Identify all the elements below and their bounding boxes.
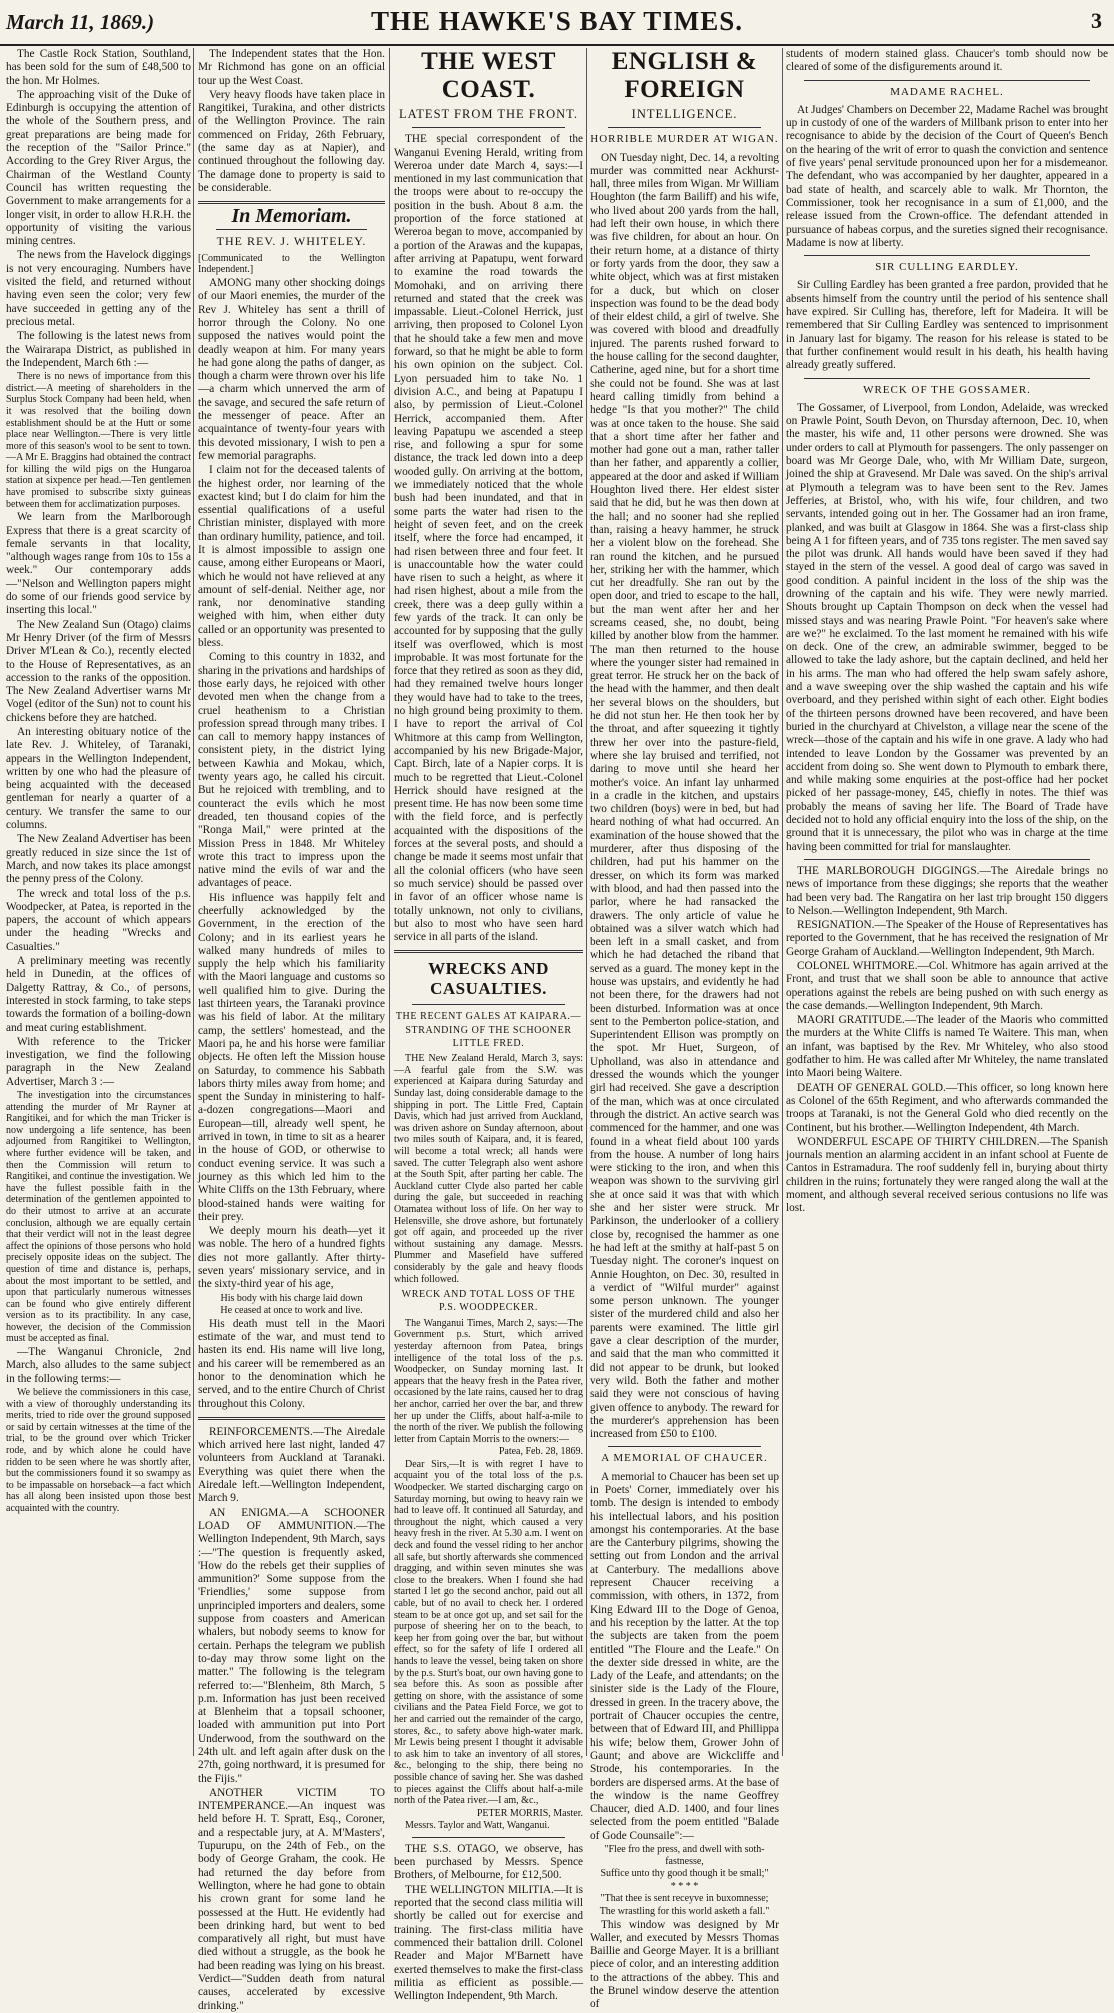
article-paragraph: The approaching visit of the Duke of Edinburgh is occupying the attention of the whole of the Southern press, and great preparations are being made for the reception of the "Sailor Prince." According to the Grey River Argus, the Chairman of the Westland County Council has written requesting the Government to make arrangements for a longer visit, in order to allow H.R.H. the opportunity of visiting the various mining centres. bbox=[6, 88, 191, 248]
section-rule bbox=[608, 1446, 761, 1447]
section-rule bbox=[608, 127, 761, 128]
article-paragraph: At Judges' Chambers on December 22, Madame Rachel was brought up in custody of one of the warders of Millbank prison to enter into her recognisance to abide by the decision of the Court of Queen's Bench on the hearing of the writ of error to quash the conviction and sentence of five years' penal servitude pronounced upon her for a misdemeanor. The defendant, who was accompanied by her daughter, appeared in a bad state of health, and scarcely able to walk. Mr Thornton, the Commissioner, took her recognisance in a sum of £1,000, and the release issued from the Crown-office. The defendant attended in pursuance of habeas corpus, and the sureties signed their recognisance. Madame is now at liberty. bbox=[786, 103, 1108, 249]
masthead bbox=[0, 0, 1114, 46]
news-item: REINFORCEMENTS.—The Airedale which arrived here last night, landed 47 volunteers from Auckland at Taranaki. Everything was quiet there when the Airedale left.—Wellington Independent, March 9. bbox=[198, 1425, 385, 1505]
article-paragraph: The Wanganui Times, March 2, says:—The Government p.s. Sturt, which arrived yesterday afternoon from Patea, brings intelligence of the total loss of the p.s. Woodpecker, on Sunday morning last. It appears that the heavy fresh in the Patea river, occasioned by the late rains, caused her to drag her anchor, carried her over the bar, and threw her up under the Cliffs, about half-a-mile to the north of the river. We publish the following letter from Captain Morris to the owners:— bbox=[394, 1317, 583, 1445]
masthead-date: March 11, 1869.) bbox=[6, 10, 155, 34]
section-rule bbox=[804, 255, 1090, 256]
letter-body: Dear Sirs,—It is with regret I have to acquaint you of the total loss of the p.s. Woodpecker. We started discharging cargo on Saturday morning, but owing to heavy rain we had to leave off. It continued all Saturday, and throughout the night, which caused a very heavy fresh in the river. At 5.30 a.m. I went on deck and found the vessel riding to her anchor all safe, but shortly afterwards she commenced dragging, and within seven minutes she was close to the breakers. When I found she had started I let go the second anchor, paid out all cable, but of no avail to check her. I ordered steam to be at once got up, and set sail for the purpose of sheering her on to the beach, to keep her from going over the bar, but without effect, so for the safety of life I ordered all hands to leave the vessel, being taken on shore by the p.s. Sturt's boat, our own having gone to sea before this. As soon as possible after getting on shore, with the assistance of some civilians and the Patea Field Force, we got to her and carried out the remainder of the cargo, stores, &c., to safety above high-water mark. Mr Lewis being present I thought it advisable to ask him to take an inventory of all stores, &c., belonging to the ship, there being no possible chance of saving her. She was dashed to pieces against the Cliffs about half-a-mile north of the Patea river.—I am, &c., bbox=[394, 1458, 583, 1807]
article-paragraph: AMONG many other shocking doings of our Maori enemies, the murder of the Rev J. Whiteley has sent a thrill of horror through the Colony. No one supposed the natives would point the deadly weapon at him. For many years he had gone along the paths of danger, as though a charm were thrown over his life—a charm which unnerved the arm of the savage, and secured the safe return of the messenger of peace. After an acquaintance of twenty-four years with this devoted missionary, I wish to pen a few memorial paragraphs. bbox=[198, 277, 385, 462]
verse-line: "Flee fro the press, and dwell with soth-fastnesse, bbox=[604, 1844, 765, 1867]
masthead-title: THE HAWKE'S BAY TIMES. bbox=[370, 6, 744, 36]
news-item: WONDERFUL ESCAPE OF THIRTY CHILDREN.—The Spanish journals mention an alarming accident in an infant school at Fuente de Cantos in Estramadura. The roof suddenly fell in, burying about thirty children in the ruins; fortunately they were ranged along the wall at the moment, and although several received serious contusions no life was lost. bbox=[786, 1135, 1108, 1215]
story-heading: SIR CULLING EARDLEY. bbox=[875, 261, 1019, 274]
quoted-paragraph: There is no news of importance from this district.—A meeting of shareholders in the Surplus Stock Company had been held, when it was resolved that the boiling down establishment should be at the Hutt or some place near Wellington.—There is very little more of this season's wool to be sent to town.—A Mr E. Braggins had obtained the contract for killing the wild pigs on the Hungaroa station at sixpence per head.—Ten gentlemen have promised to subscribe sixty guineas between them for acclimatization purposes. bbox=[6, 371, 191, 510]
article-paragraph: We deeply mourn his death—yet it was noble. The hero of a hundred fights dies not more gallantly. After thirty-seven years' missionary service, and in the sixty-third year of his age, bbox=[198, 1225, 385, 1291]
article-paragraph: His death must tell in the Maori estimate of the war, and must tend to hasten its end. His name will live long, and his career will be remembered as an honor to the denomination which he served, and to the entire Church of Christ throughout this Colony. bbox=[198, 1317, 385, 1410]
section-rule bbox=[804, 859, 1090, 860]
wrecks-subheading: WRECK AND TOTAL LOSS OF THE P.S. WOODPECKER. bbox=[401, 1289, 576, 1314]
story-heading: HORRIBLE MURDER AT WIGAN. bbox=[590, 133, 779, 146]
quoted-paragraph: We believe the commissioners in this case, with a view of thoroughly understanding its merits, tried to ride over the ground supposed or said by certain witnesses at the time of the trial, to be the ground over which Tricker rode, and by which alone he could have ridden to be seen where he was shortly after, but the commissioners found it so swampy as to be impassable on horseback—a fact which has all along been insisted upon those best acquainted with the country. bbox=[6, 1386, 191, 1514]
section-rule bbox=[804, 378, 1090, 379]
letter-date: Patea, Feb. 28, 1869. bbox=[498, 1446, 583, 1458]
news-item: THE S.S. OTAGO, we observe, has been purchased by Messrs. Spence Brothers, of Melbourne, for £12,500. bbox=[394, 1842, 583, 1882]
article-paragraph: The news from the Havelock diggings is not very encouraging. Numbers have visited the field, and returned without having even seen the color; very few have succeeded in getting any of the precious metal. bbox=[6, 249, 191, 328]
news-item: ANOTHER VICTIM TO INTEMPERANCE.—An inquest was held before H. T. Spratt, Esq., Coroner, and a respectable jury, at A. M'Masters', Tupurupu, on the 24th of Feb., on the body of George Graham, the cook. He had returned the day before from Wellington, where he had gone to obtain his crown grant for some land he possessed at the Hutt. He evidently had been drinking hard, but went to bed comparatively all right, but must have died without a struggle, as the book he had been reading was lying on his breast. Verdict—"Sudden death from natural causes, accelerated by excessive drinking." bbox=[198, 1786, 385, 2012]
column-divider bbox=[586, 48, 587, 1756]
letter-address: Messrs. Taylor and Watt, Wanganui. bbox=[405, 1820, 550, 1832]
story-heading: MADAME RACHEL. bbox=[890, 85, 1004, 98]
article-paragraph: We learn from the Marlborough Express that there is a great scarcity of female servants in that locality, "although wages range from 10s to 15s a week." Our contemporary adds—"Nelson and Wellington papers might do some of our friends good service by inserting this local." bbox=[6, 511, 191, 617]
article-paragraph: ON Tuesday night, Dec. 14, a revolting murder was committed near Ackhurst-hall, three miles from Wigan. Mr William Houghton (the farm Bailiff) and his wife, who lived about 200 yards from the hall, had left their own house, in which there was five children, for about an hour. On their return home, at a distance of thirty or forty yards from the door, they saw a white object, which was at first mistaken for a duck, but which on closer inspection was found to be the dead body of their eldest child, a girl of twelve. She was covered with blood and dreadfully injured. The parents rushed forward to the house calling for the second daughter, Catherine, aged nine, but for a short time she could not be found. She was at last heard calling timidly from behind a hedge "Is that you mother?" The child was at once taken to the house. She said that a short time after her father and mother had gone out a man, rather taller than her father, and apparently a collier, appeared at the door and asked if William Houghton lived there. Her eldest sister said that he did, but he was then down at the hall; and no sooner had she replied than, raising a heavy hammer, he struck her a violent blow on the forehead. She ran round the kitchen, and he pursued her, striking her with the hammer, which cut her dreadfully. She ran out by the open door, and tried to escape to the hall, but the man went after her and her screams ceased, she, no doubt, being killed by another blow from the hammer. The man then returned to the house where the younger sister had remained in great terror. He struck her on the back of the head with the hammer, and then dealt her several blows on the shoulders, but he did not stun her. He then took her by the throat, and after squeezing it tightly threw her over into the pasture-field, where she lay bruised and terrified, not daring to move until she heard her mother's voice. An infant lay unharmed in a cradle in the kitchen, and upstairs two children (boys) were in bed, but had heard nothing of what had occurred. An examination of the house showed that the murderer, after thus disposing of the children, had put his hammer on the dresser, on which its form was marked with blood, and had then passed into the parlor, where he had ransacked the drawers. The only article of value he obtained was a silver watch which had been left in a small casket, and from which he had detached the riband that served as a guard. The money kept in the house was upstairs, and evidently he had not been there, for the drawers had not been disturbed. Information was at once sent to the Pemberton police-station, and Superintendent Ellison was promptly on the spot. Mr Huet, Surgeon, of Upholland, was also in attendance and dressed the wounds which the younger girl had received. She gave a description of the man, which was at once circulated through the district. An active search was commenced for the hammer, and one was found in a wheat field about 100 yards from the house. A number of long hairs were sticking to the iron, and when this weapon was shown to the surviving girl she at once said it was that with which she and her sister were struck. Mr Parkinson, the underlooker of a colliery close by, recognised the hammer as one he had left at the smithy at half-past 5 on Tuesday night. The coroner's inquest on Annie Houghton, on Dec. 30, resulted in a verdict of "Wilful murder" against some person unknown. The younger sister of the murdered child and also her parents were examined. The little girl gave a clear description of the murder, and said that the man who committed it did not appear to be drunk, but looked very wild. Both the father and mother said they were not conscious of having given offence to anybody. The reward for the murderer's apprehension has been increased from £50 to £100. bbox=[590, 151, 779, 1441]
article-paragraph: The wreck and total loss of the p.s. Woodpecker, at Patea, is reported in the papers, the account of which appears under the heading "Wrecks and Casualties." bbox=[6, 887, 191, 953]
article-paragraph: A preliminary meeting was recently held in Dunedin, at the offices of Dalgetty Rattray, & Co., of persons, interested in stock farming, to take steps towards the formation of a boiling-down and meat curing establishment. bbox=[6, 955, 191, 1034]
verse-line: His body with his charge laid down bbox=[220, 1292, 363, 1304]
article-paragraph: Very heavy floods have taken place in Rangitikei, Turakina, and other districts of the Wellington Province. The rain commenced on Friday, 26th February, (the same day as at Napier), and continued throughout the following day. The damage done to property is said to be considerable. bbox=[198, 88, 385, 194]
section-rule bbox=[198, 201, 385, 204]
news-item: MAORI GRATITUDE.—The leader of the Maoris who committed the murders at the White Cliffs is named Te Waitere. This man, when an infant, was baptised by the Rev. Mr Whiteley, who also stood godfather to him. He was called after Mr Whiteley, the name translated into Maori being Waitere. bbox=[786, 1014, 1108, 1080]
quoted-paragraph: The investigation into the circumstances attending the murder of Mr Rayner at Rangitikei, and for which the man Tricker is now undergoing a life sentence, has been adjourned from Rangitikei to Wellington, where further evidence will be taken, and then the Commission will return to Rangitikei, and continue the investigation. We have the fullest possible faith in the determination of the gentlemen appointed to do their utmost to arrive at an accurate conclusion, although we are equally certain that their verdict will not in the least degree affect the opinions of those persons who hold precisely opposite ideas on the subject. The question of time and distance is, perhaps, about the most important to be settled, and upon that particularly numerous witnesses can be found who give entirely different version as to its practibility. In any case, however, the decision of the Commission must be accepted as final. bbox=[6, 1090, 191, 1345]
memoriam-heading: In Memoriam. bbox=[231, 205, 352, 228]
column-5 bbox=[786, 48, 1108, 1756]
verse-line: "That thee is sent receyve in buxomnesse; bbox=[600, 1893, 769, 1905]
column-divider bbox=[193, 48, 194, 1756]
article-paragraph: The Gossamer, of Liverpool, from London, Adelaide, was wrecked on Prawle Point, South Devon, on Thursday afternoon, Dec. 10, when the master, his wife and, 11 other persons were drowned. She was under orders to call at Plymouth for passengers. The only passenger on board was Mr George Dale, who, with Mr William Date, surgeon, joined the ship at Gravesend. Mr Dale was saved. On the ship's arrival at Plymouth a telegram was to have been sent to the Rev. James Jefferies, at Bristol, who, with his wife, four children, and two servants, intended going out in her. The Gossamer had an iron frame, planked, and was built at Glasgow in 1864. She was a first-class ship being A 1 for fifteen years, and of 735 tons register. The men saved say the pilot was drunk. All hands would have been saved if they had stayed in the stern of the vessel. A good deal of cargo was saved in good condition. A painful incident in the loss of the ship was the drowning of the captain and his wife. They were newly married. Shouts brought up Captain Thompson on deck when the vessel had missed stays and was nearing Prawle Point. "For heaven's sake where are we?" he exclaimed. To the last moment he remained with his wife on deck. One of the crew, an admirable swimmer, begged to be allowed to take the lady ashore, but the captain declined, and held her in his arms. The man who had offered the help swam safely ashore, and a wave sweeping over the ship washed the captain and his wife overboard, and they perished within sight of each other. Eight bodies of the thirteen persons drowned have been recovered, and have been buried in the churchyard at Chivelston, a village near the scene of the wreck—those of the captain and his wife in one grave. A lady who had intended to leave London by the Gossamer was prevented by an accident from doing so. She went down to Plymouth to embark there, and while making some enquiries at the post-office had her pocket picked of her passage-money, £45, chiefly in notes. The thief was probably the means of saving her life. The Board of Trade have decided not to hold any official enquiry into the loss of the ship, on the ground that it is unnecessary, the pilot who was in charge at the time having been committed for trial for manslaughter. bbox=[786, 401, 1108, 853]
memoriam-credit: [Communicated to the Wellington Independent.] bbox=[198, 252, 385, 276]
verse-line: He ceased at once to work and live. bbox=[220, 1305, 363, 1317]
section-rule bbox=[198, 1417, 385, 1420]
section-rule bbox=[412, 1837, 565, 1838]
article-paragraph: I claim not for the deceased talents of the highest order, nor learning of the exactest kind; but I do claim for him the essential qualifications of a useful Christian minister, displayed with more than ordinary humility, patience, and toil. It is almost impossible to assign one cause, among either Europeans or Maori, which he would not have relieved at any amount of self-denial. Neither age, nor rank, nor denominative standing weighed with him, when either duty called or an opportunity was presented to bless. bbox=[198, 464, 385, 650]
column-1 bbox=[6, 48, 191, 1756]
article-paragraph: A memorial to Chaucer has been set up in Poets' Corner, immediately over his tomb. The design is intended to embody his intellectual labors, and his position amongst his contemporaries. At the base are the Canterbury pilgrims, showing the setting out from London and the arrival at Canterbury. The medallions above represent Chaucer receiving a commission, with others, in 1372, from King Edward III to the Doge of Genoa, and his reception by the latter. At the top the subjects are taken from the poem entitled "The Floure and the Leafe." On the dexter side dressed in white, are the Lady of the Leafe, and attendants; on the sinister side is the Lady of the Floure, dressed in green. In the tracery above, the portrait of Chaucer occupies the centre, between that of Edward III, and Phillippa his wife; below them, Grower John of Gaunt; and above are Wickcliffe and Strode, his contemporaries. In the borders are dispersed arms. At the base of the window is the name Geoffrey Chaucer, died A.D. 1400, and four lines selected from the poem entitled "Balade of Gode Counsaile":— bbox=[590, 1470, 779, 1842]
article-paragraph: THE special correspondent of the Wanganui Evening Herald, writing from Wereroa under date March 4, says:—I mentioned in my last communication that the troops were about to re-occupy the position in the bush. About 8 a.m. the proportion of the force stationed at Wereroa began to move, accompanied by a portion of the Arawas and the kupapas, after arriving at Papatupu, went forward to examine the road towards the Momohaki, and on arriving there returned and stated that the creek was impassable. Lieut.-Colonel Herrick, just arriving, then proposed to Colonel Lyon that he should take a few men and move forward, so that he might be able to form his own opinion on the subject. Col. Lyon persuaded him to take No. 1 division A.C., and being at Papatupu I also, by permission of Lieut.-Colonel Herrick, accompanied them. After leaving Papatupu we ascended a steep rise, and following a spur for some distance, the track led down into a deep wooded gully. On arriving at the bottom, we immediately noticed that the whole bush had been inundated, and that in some parts the water had risen to the height of seven feet, and on the creek itself, where the force had encamped, it had risen between three and four feet. It is unaccountable how the water could have risen to such a height, as where it had risen highest, about a mile from the creek, there was a deep gully within a few yards of the track. It can only be accounted for by supposing that the gully itself was overflowed, which is most improbable. It was most fortunate for the force that they retired as soon as they did, had they remained twelve hours longer they would have had to take to the trees, no high ground being proximity to them. I have to report the arrival of Col Whitmore at this camp from Wellington, accompanied by his new Brigade-Major, Capt. Birch, late of a Napier corps. It is much to be regretted that Lieut.-Colonel Herrick should have resigned at the present time. He has now been some time with the field force, and is perfectly acquainted with the dispositions of the forces at the several posts, and should a change be made it seems most unfair that all the colonial officers (who have seen so much service) should be passed over in favor of an officer whose name is totally unknown, not only to civilians, but also to most who have seen hard service in all parts of the island. bbox=[394, 133, 583, 944]
article-paragraph: This window was designed by Mr Waller, and executed by Messrs Thomas Baillie and George Mayer. It is a brilliant piece of color, and an interesting addition to the attractions of the abbey. This and the Brunel window deserve the attention of bbox=[590, 1918, 779, 2011]
article-paragraph: Sir Culling Eardley has been granted a free pardon, provided that he absents himself from the country until the period of his sentence shall have expired. Sir Culling has, therefore, left for Madeira. It will be remembered that Sir Culling Eardley was sentenced to imprisonment in January last for bigamy. The reason for his release is stated to be that further confinement would result in his death, his health having already greatly suffered. bbox=[786, 279, 1108, 372]
news-item: COLONEL WHITMORE.—Col. Whitmore has again arrived at the Front, and trust that we shall soon be able to announce that active operations against the rebels are being pushed on with such energy as the case demands.—Wellington Independent, 9th March. bbox=[786, 960, 1108, 1012]
news-item: AN ENIGMA.—A SCHOONER LOAD OF AMMUNITION.—The Wellington Independent, 9th March, says :—"The question is frequently asked, 'How do the rebels get their supplies of ammunition?' Some suppose from the 'Friendlies,' some suppose from unprincipled importers and dealers, some suppose from coasters and American whalers, but nobody seems to know for certain. Perhaps the telegram we publish to-day may throw some light on the matter." The following is the telegram referred to:—"Blenheim, 8th March, 5 p.m. Information has just been received at Blenheim that a topsail schooner, loaded with ammunition put into Port Underwood, from the southward on the 24th ult. and left again after dusk on the 27th, going northward, it is presumed for the Fijis." bbox=[198, 1506, 385, 1785]
article-paragraph: With reference to the Tricker investigation, we find the following paragraph in the New Zealand Advertiser, March 3 :— bbox=[6, 1035, 191, 1088]
story-heading: A MEMORIAL OF CHAUCER. bbox=[601, 1452, 768, 1465]
letter-signature: PETER MORRIS, Master. bbox=[476, 1807, 583, 1819]
article-paragraph: Coming to this country in 1832, and sharing in the privations and hardships of those early days, he rejoiced with other devoted men when the change from a cruel heathenism to a Christian profession spread through many tribes. I can call to memory happy instances of consistent piety, in the district lying between Kawhia and Mokau, which, twenty years ago, he called his circuit. But he rejoiced with trembling, and to counteract the evils which he most dreaded, ten thousand copies of the "Ronga Mail," were printed at the Mission Press in 1848. Mr Whiteley wrote this tract to impress upon the native mind the evils of war and the advantages of peace. bbox=[198, 651, 385, 890]
article-paragraph: THE New Zealand Herald, March 3, says:—A fearful gale from the S.W. was experienced at Kaipara during Saturday and Sunday last, doing considerable damage to the shipping in port. The Little Fred, Captain Davis, which had just arrived from Auckland, was driven ashore on Sunday afternoon, about two miles south of Kaipara, and, it is feared, will become a total wreck; all hands were saved. The cutter Telegraph also went ashore at the South Spit, after parting her cable. The Auckland cutter Clyde also parted her cable during the gale, but succeeded in reaching Otamatea without loss of life. On her way to Helensville, she drove ashore, but fortunately got off again, and proceeded up the river without sustaining any damage. Messrs. Plummer and Masefield have suffered considerably by the gale and heavy floods which followed. bbox=[394, 1053, 583, 1285]
english-foreign-subheading: INTELLIGENCE. bbox=[631, 107, 738, 121]
article-paragraph: The Castle Rock Station, Southland, has been sold for the sum of £48,500 to the hon. Mr Holmes. bbox=[6, 48, 191, 87]
verse-line: * * * * bbox=[670, 1880, 699, 1892]
page-number: 3 bbox=[1091, 8, 1102, 33]
article-paragraph: students of modern stained glass. Chaucer's tomb should now be cleared of some of the disfigurements around it. bbox=[786, 48, 1108, 74]
article-paragraph: His influence was happily felt and cheerfully acknowledged by the Government, in the erection of the Colony; and in its earliest years he walked many hundreds of miles to supply the help which his familiarity with the Maori language and customs so well qualified him to give. During the last thirteen years, the Taranaki province was his field of labor. At the military camp, the settlers' homestead, and the Maori pa, he and his horse were familiar objects. He often left the Mission house on Saturday, to commence his Sabbath labors thirty miles away from home; and spent the Sunday in ministering to half-a-dozen congregations—Maori and European—till, already well spent, he arrived in town, in time to sit as a hearer in the house of GOD, or otherwise to conduct evening service. It was such a journey as this which led him to the White Cliffs on the 13th February, where blood-stained hands were waiting for their prey. bbox=[198, 891, 385, 1223]
article-paragraph: The Independent states that the Hon. Mr Richmond has gone on an official tour up the West Coast. bbox=[198, 48, 385, 87]
article-paragraph: An interesting obituary notice of the late Rev. J. Whiteley, of Taranaki, appears in the Wellington Independent, written by one who had the pleasure of being acquainted with the deceased gentleman for nearly a quarter of a century. We transfer the same to our columns. bbox=[6, 726, 191, 832]
wrecks-subheading: THE RECENT GALES AT KAIPARA.—STRANDING OF THE SCHOONER LITTLE FRED. bbox=[395, 1011, 582, 1049]
section-rule bbox=[412, 127, 565, 128]
column-3 bbox=[394, 48, 583, 2003]
article-paragraph: The New Zealand Advertiser has been greatly reduced in size since the 1st of March, and now takes its place amongst the penny press of the Colony. bbox=[6, 833, 191, 886]
column-divider bbox=[782, 48, 783, 1756]
column-4 bbox=[590, 48, 779, 2011]
article-paragraph: —The Wanganui Chronicle, 2nd March, also alludes to the same subject in the following terms:— bbox=[6, 1346, 191, 1385]
english-foreign-heading: ENGLISH & FOREIGN bbox=[611, 48, 758, 103]
article-paragraph: The following is the latest news from the Wairarapa District, as published in the Independent, March 6th :— bbox=[6, 330, 191, 369]
verse-line: The wrastling for this world asketh a fall." bbox=[599, 1905, 770, 1917]
west-coast-subheading: LATEST FROM THE FRONT. bbox=[399, 107, 578, 121]
news-item: THE WELLINGTON MILITIA.—It is reported that the second class militia will shortly be called out for exercise and training. The first-class militia have commenced their battalion drill. Colonel Reader and Major M'Barnett have exerted themselves to make the first-class militia as efficient as possible.—Wellington Independent, 9th March. bbox=[394, 1883, 583, 2003]
section-rule bbox=[804, 80, 1090, 81]
section-rule bbox=[412, 1004, 565, 1005]
column-divider bbox=[389, 48, 390, 1756]
article-paragraph: The New Zealand Sun (Otago) claims Mr Henry Driver (of the firm of Messrs Driver M'Lean & Co.), recently elected to the House of Representatives, as an accession to the ranks of the opposition. The New Zealand Advertiser warns Mr Vogel (editor of the Sun) not to count his chickens before they are hatched. bbox=[6, 618, 191, 724]
wrecks-heading: WRECKS AND CASUALTIES. bbox=[428, 959, 549, 999]
memoriam-subheading: THE REV. J. WHITELEY. bbox=[216, 233, 367, 248]
news-item: DEATH OF GENERAL GOLD.—This officer, so long known here as Colonel of the 65th Regiment, and who afterwards commanded the troops at Taranaki, is not the General Gold who died recently on the Continent, but his brother.—Wellington Independent, 4th March. bbox=[786, 1081, 1108, 1134]
news-item: THE MARLBOROUGH DIGGINGS.—The Airedale brings no news of importance from these diggings; she reports that the weather had been very bad. The Rangatira on her last trip brought 150 diggers to Nelson.—Wellington Independent, 9th March. bbox=[786, 864, 1108, 917]
west-coast-heading: THE WEST COAST. bbox=[421, 48, 556, 103]
section-rule bbox=[216, 229, 367, 230]
story-heading: WRECK OF THE GOSSAMER. bbox=[863, 383, 1031, 396]
news-item: RESIGNATION.—The Speaker of the House of Representatives has reported to the Government, that he has received the resignation of Mr George Graham of Auckland.—Wellington Independent, 9th March. bbox=[786, 919, 1108, 958]
verse-line: Suffice unto thy good though it be small;" bbox=[600, 1868, 769, 1880]
column-2 bbox=[198, 48, 385, 2012]
section-rule bbox=[394, 950, 583, 953]
